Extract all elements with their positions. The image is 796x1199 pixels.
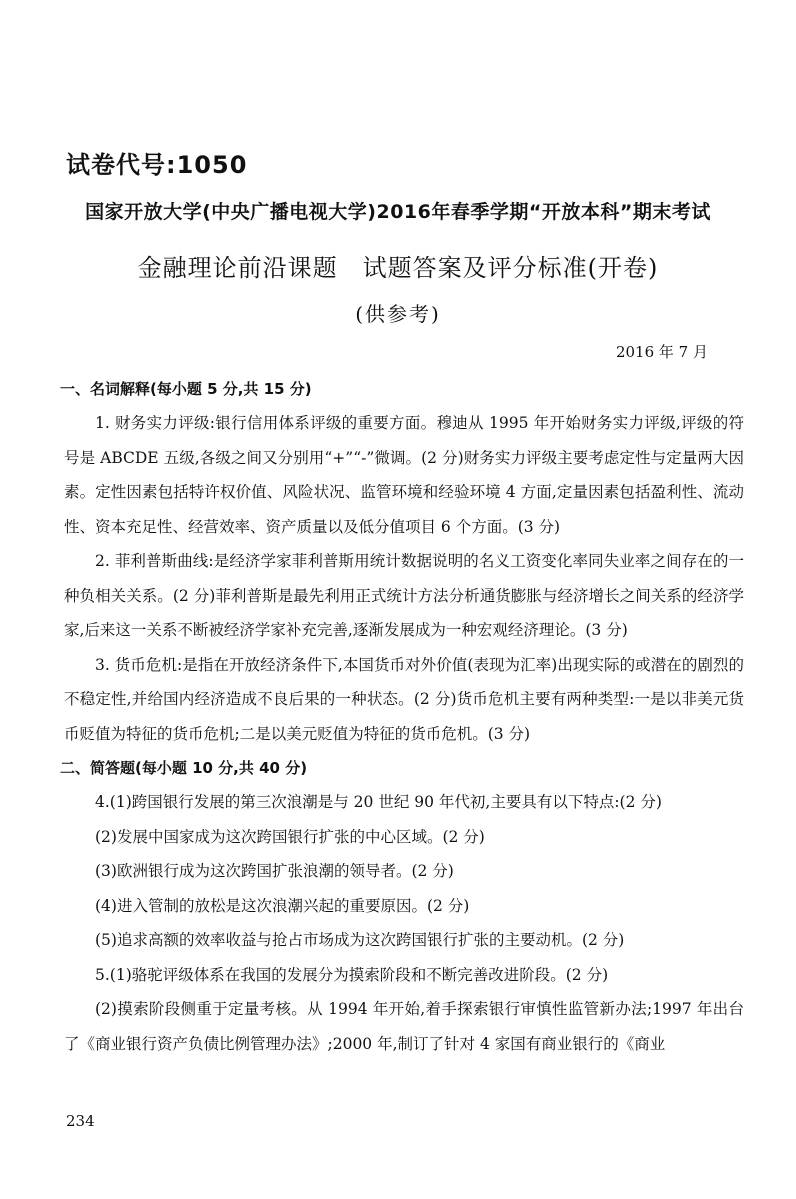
exam-date: 2016 年 7 月 [615, 343, 708, 361]
answer-paragraph: (2)摸索阶段侧重于定量考核。从 1994 年开始,着手探索银行审慎性监管新办法;1997 年出台了《商业银行资产负债比例管理办法》;2000 年,制订了针对 4 家国有商业银行的《商业 [64, 1000, 744, 1053]
section-heading-definitions: 一、名词解释(每小题 5 分,共 15 分) [60, 380, 312, 398]
document-subtitle: 金融理论前沿课题 试题答案及评分标准(开卷) [137, 254, 659, 282]
answer-line: (5)追求高额的效率收益与抢占市场成为这次跨国银行扩张的主要动机。(2 分) [95, 931, 625, 949]
answer-line: (3)欧洲银行成为这次跨国扩张浪潮的领导者。(2 分) [95, 862, 454, 880]
reference-note: (供参考) [355, 302, 441, 326]
answer-line: 5.(1)骆驼评级体系在我国的发展分为摸索阶段和不断完善改进阶段。(2 分) [95, 965, 609, 984]
answer-body [60, 372, 744, 1061]
answer-line: 4.(1)跨国银行发展的第三次浪潮是与 20 世纪 90 年代初,主要具有以下特点:(2 分) [95, 793, 662, 811]
page-number: 234 [66, 1112, 95, 1130]
answer-paragraph: 1. 财务实力评级:银行信用体系评级的重要方面。穆迪从 1995 年开始财务实力评级,评级的符号是 ABCDE 五级,各级之间又分别用“+”“-”微调。(2 分)财务实力评级主要考虑定性与定量两大因素。定性因素包括特许权价值、风险状况、监管环境和经验环境 4 方面,定量因素包括盈利性、流动性、资本充足性、经营效率、资产质量以及低分值项目 6 个方面。(3 分) [64, 414, 744, 536]
answer-paragraph: 3. 货币危机:是指在开放经济条件下,本国货币对外价值(表现为汇率)出现实际的或潜在的剧烈的不稳定性,并给国内经济造成不良后果的一种状态。(2 分)货币危机主要有两种类型:一是以非美元货币贬值为特征的货币危机;二是以美元贬值为特征的货币危机。(3 分) [64, 655, 744, 743]
paper-code: 试卷代号:1050 [66, 151, 248, 179]
answer-line: (2)发展中国家成为这次跨国银行扩张的中心区域。(2 分) [95, 827, 485, 846]
exam-title: 国家开放大学(中央广播电视大学)2016年春季学期“开放本科”期末考试 [85, 201, 711, 223]
answer-paragraph: 2. 菲利普斯曲线:是经济学家菲利普斯用统计数据说明的名义工资变化率同失业率之间存在的一种负相关关系。(2 分)菲利普斯是最先利用正式统计方法分析通货膨胀与经济增长之间关系的经济学家,后来这一关系不断被经济学家补充完善,逐渐发展成为一种宏观经济理论。(3 分) [64, 552, 744, 639]
answer-line: (4)进入管制的放松是这次浪潮兴起的重要原因。(2 分) [95, 896, 470, 915]
section-heading-short-answer: 二、简答题(每小题 10 分,共 40 分) [60, 759, 308, 777]
